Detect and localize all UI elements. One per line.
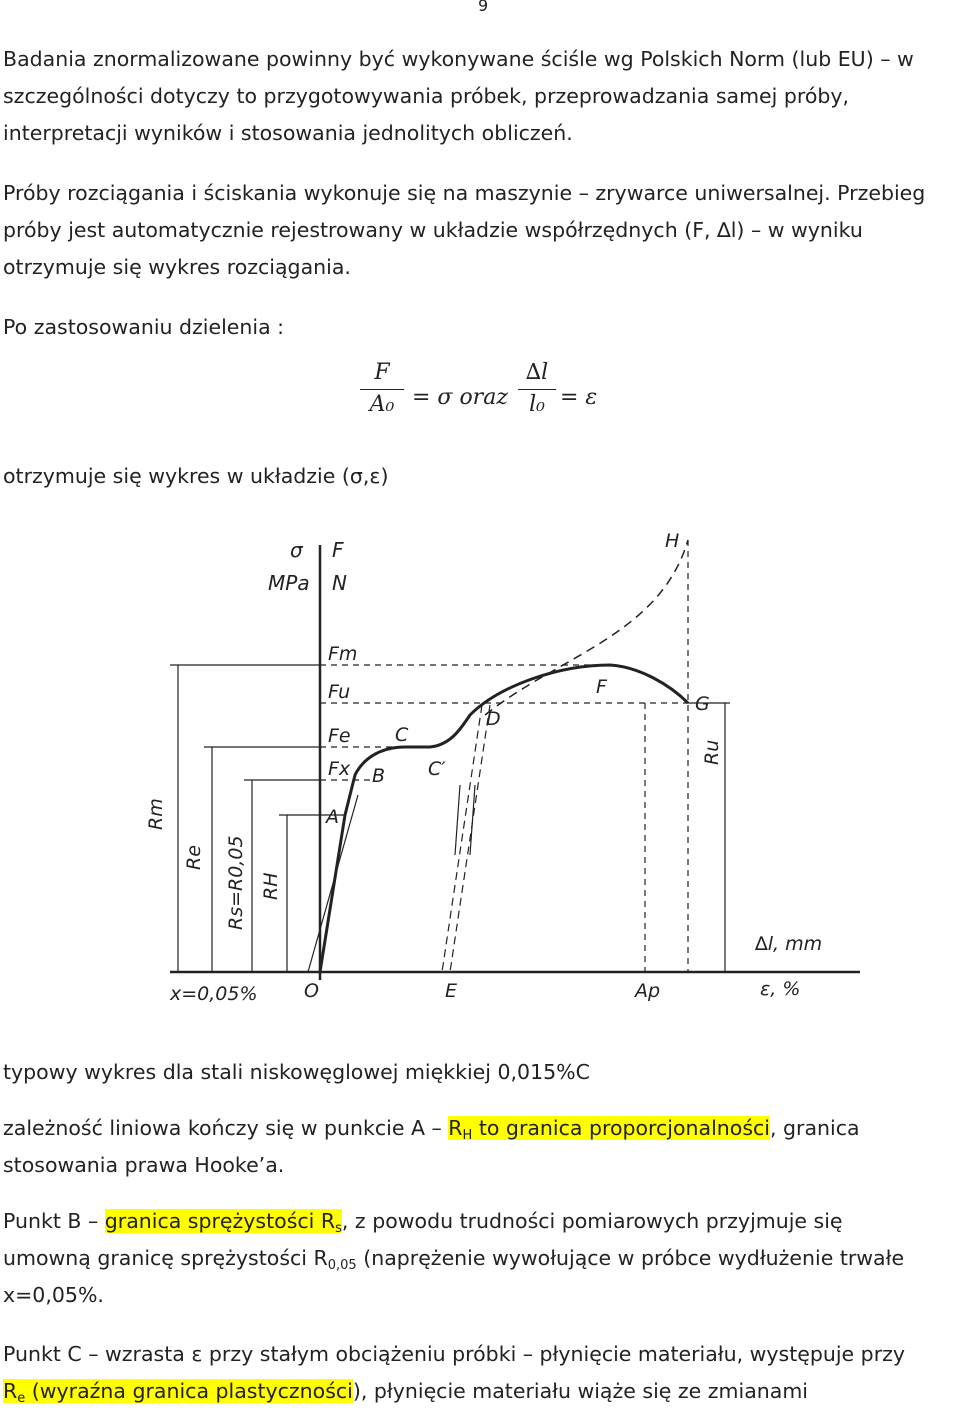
arrow-down xyxy=(455,785,460,855)
text-segment: umowną granicę sprężystości R xyxy=(3,1246,328,1270)
text-line xyxy=(3,1240,958,1277)
subscript: e xyxy=(17,1391,26,1406)
page-number: 9 xyxy=(478,0,489,15)
label-fe: Fe xyxy=(328,725,351,747)
text-line xyxy=(3,1110,958,1147)
axis-unit-n: N xyxy=(332,571,347,595)
label-f: F xyxy=(596,676,607,698)
label-e: E xyxy=(445,980,458,1002)
paragraph-division xyxy=(3,309,958,346)
fraction-numerator: ∆l xyxy=(525,360,549,385)
fraction-denominator: A₀ xyxy=(369,392,395,417)
text-line: otrzymuje się wykres rozciągania. xyxy=(3,255,351,279)
text-line xyxy=(3,1373,958,1410)
paragraph-system xyxy=(3,458,958,495)
label-g: G xyxy=(695,693,710,715)
caption xyxy=(3,1054,958,1091)
text-line: Badania znormalizowane powinny być wykonywane ściśle wg Polskich Norm (lub EU) – w xyxy=(3,47,914,71)
text-line: x=0,05%. xyxy=(3,1283,104,1307)
axis-sigma-label: σ xyxy=(290,538,303,562)
text-segment: to granica proporcjonalności xyxy=(472,1116,770,1140)
fraction-stress xyxy=(360,360,404,417)
label-a: A xyxy=(326,806,339,828)
text-segment: R xyxy=(3,1379,18,1403)
text-segment: Punkt B – xyxy=(3,1209,105,1233)
fraction-strain xyxy=(518,360,556,417)
paragraph-testing xyxy=(3,175,958,286)
text-line: próby jest automatycznie rejestrowany w układzie współrzędnych (F, ∆l) – w wyniku xyxy=(3,218,863,242)
text-segment: ), płynięcie materiału wiąże się ze zmianami xyxy=(352,1379,808,1403)
text-line: Po zastosowaniu dzielenia : xyxy=(3,315,285,339)
label-ru: Ru xyxy=(701,739,723,765)
subscript: s xyxy=(335,1221,342,1236)
text-line: Próby rozciągania i ściskania wykonuje się na maszynie – zrywarce uniwersalnej. Przebieg xyxy=(3,181,926,205)
formula-end: = ε xyxy=(560,385,598,410)
label-dl: ∆l, mm xyxy=(755,933,823,955)
text-line: otrzymuje się wykres w układzie (σ,ε) xyxy=(3,464,389,488)
label-x: x=0,05% xyxy=(170,983,258,1005)
label-re: Re xyxy=(183,845,205,870)
label-eps: ε, % xyxy=(760,978,801,1000)
formula xyxy=(360,360,620,440)
text-segment: , z powodu trudności pomiarowych przyjmuje się xyxy=(341,1209,843,1233)
label-ap: Ap xyxy=(635,980,661,1002)
text-line: Punkt C – wzrasta ε przy stałym obciążeniu próbki – płynięcie materiału, występuje przy xyxy=(3,1342,906,1366)
true-stress-curve xyxy=(485,540,688,715)
text-line: stosowania prawa Hooke’a. xyxy=(3,1153,285,1177)
label-rs: Rs=R0,05 xyxy=(225,835,247,930)
highlight xyxy=(448,1116,770,1143)
text-segment: (wyraźna granica plastyczności xyxy=(25,1379,353,1403)
label-fu: Fu xyxy=(328,681,351,703)
text-line: typowy wykres dla stali niskowęglowej miękkiej 0,015%C xyxy=(3,1060,590,1084)
highlight xyxy=(104,1209,342,1236)
arrow-up xyxy=(470,785,475,855)
label-c-prime: C′ xyxy=(428,758,446,780)
text-segment: (naprężenie wywołujące w próbce wydłużenie trwałe xyxy=(356,1246,905,1270)
text-line: szczególności dotyczy to przygotowywania próbek, przeprowadzania samej próby, xyxy=(3,84,850,108)
text-line xyxy=(3,1203,958,1240)
paragraph-point-b xyxy=(3,1203,958,1314)
text-segment: , granica xyxy=(769,1116,860,1140)
stress-strain-diagram xyxy=(140,525,870,1015)
label-d: D xyxy=(486,708,501,730)
highlight xyxy=(3,1379,26,1406)
fraction-numerator: F xyxy=(374,360,390,385)
axis-unit-mpa: MPa xyxy=(268,571,310,595)
paragraph-norms xyxy=(3,41,958,152)
text-segment: granica sprężystości R xyxy=(104,1209,336,1233)
label-h: H xyxy=(665,530,680,552)
axis-f-label: F xyxy=(332,538,344,562)
label-c: C xyxy=(395,724,409,746)
stress-strain-curve xyxy=(320,665,688,972)
formula-middle: = σ oraz xyxy=(412,385,508,410)
subscript: H xyxy=(462,1128,473,1143)
label-fm: Fm xyxy=(328,643,358,665)
label-fx: Fx xyxy=(328,758,351,780)
text-segment: R xyxy=(448,1116,463,1140)
label-b: B xyxy=(372,765,386,787)
unloading-line-2 xyxy=(442,705,482,972)
fraction-denominator: l₀ xyxy=(529,392,545,417)
text-segment: zależność liniowa kończy się w punkcie A – xyxy=(3,1116,449,1140)
label-rh: RH xyxy=(260,872,282,900)
paragraph-point-a xyxy=(3,1110,958,1184)
paragraph-point-c xyxy=(3,1336,958,1410)
subscript: 0,05 xyxy=(327,1258,357,1273)
label-rm: Rm xyxy=(145,798,167,830)
label-o: O xyxy=(304,980,319,1002)
text-line: interpretacji wyników i stosowania jednolitych obliczeń. xyxy=(3,121,573,145)
